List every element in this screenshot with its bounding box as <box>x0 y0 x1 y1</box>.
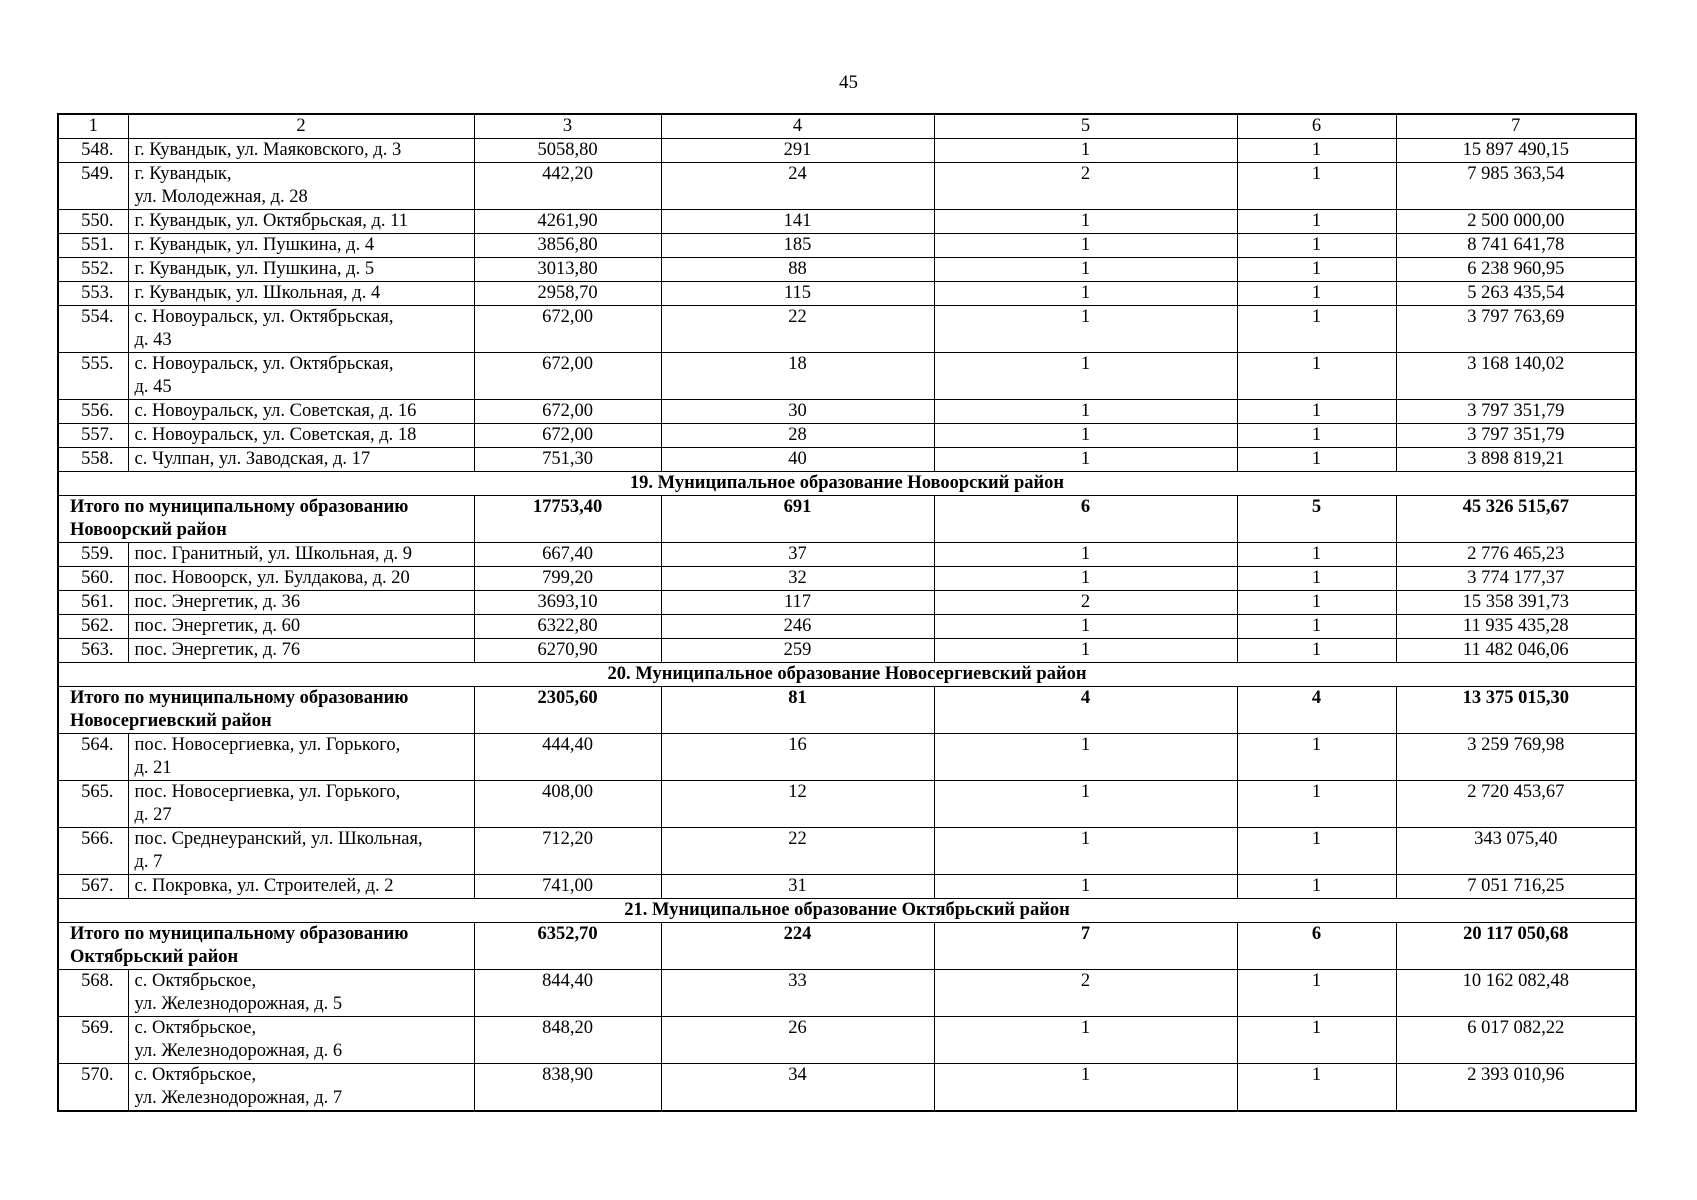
col4-cell: 40 <box>661 448 934 472</box>
col4-cell: 18 <box>661 353 934 400</box>
area-cell: 712,20 <box>474 828 661 875</box>
col4-cell: 117 <box>661 591 934 615</box>
address-line: д. 45 <box>134 377 172 397</box>
area-cell: 2958,70 <box>474 282 661 306</box>
col6-cell: 1 <box>1237 424 1396 448</box>
total-col5: 4 <box>934 687 1237 734</box>
page-number: 45 <box>839 72 858 93</box>
address-line: пос. Гранитный, ул. Школьная, д. 9 <box>134 544 413 564</box>
total-col6: 5 <box>1237 496 1396 543</box>
table-row <box>58 139 1636 163</box>
section-title: 21. Муниципальное образование Октябрьский район <box>58 899 1636 923</box>
row-number: 548. <box>58 139 128 163</box>
amount-cell: 11 935 435,28 <box>1396 615 1636 639</box>
address-line: д. 7 <box>134 852 163 872</box>
address-cell <box>128 781 474 828</box>
amount-cell: 3 797 763,69 <box>1396 306 1636 353</box>
col5-cell: 1 <box>934 306 1237 353</box>
address-cell <box>128 210 474 234</box>
section-header-row <box>58 899 1636 923</box>
area-cell: 741,00 <box>474 875 661 899</box>
row-number: 556. <box>58 400 128 424</box>
column-number: 4 <box>661 114 934 139</box>
area-cell: 5058,80 <box>474 139 661 163</box>
col6-cell: 1 <box>1237 781 1396 828</box>
total-label-line: Итого по муниципальному образованию <box>70 924 409 944</box>
area-cell: 444,40 <box>474 734 661 781</box>
table-row <box>58 543 1636 567</box>
column-number: 1 <box>58 114 128 139</box>
address-cell <box>128 448 474 472</box>
address-line: пос. Среднеуранский, ул. Школьная, <box>134 829 423 849</box>
total-row <box>58 923 1636 970</box>
total-col4: 224 <box>661 923 934 970</box>
col6-cell: 1 <box>1237 353 1396 400</box>
column-number: 7 <box>1396 114 1636 139</box>
total-col4: 81 <box>661 687 934 734</box>
col5-cell: 1 <box>934 282 1237 306</box>
col6-cell: 1 <box>1237 282 1396 306</box>
col5-cell: 1 <box>934 734 1237 781</box>
total-area: 6352,70 <box>474 923 661 970</box>
col6-cell: 1 <box>1237 828 1396 875</box>
column-number-row <box>58 114 1636 139</box>
amount-cell: 3 168 140,02 <box>1396 353 1636 400</box>
col5-cell: 1 <box>934 139 1237 163</box>
amount-cell: 3 259 769,98 <box>1396 734 1636 781</box>
address-cell <box>128 424 474 448</box>
area-cell: 408,00 <box>474 781 661 828</box>
amount-cell: 2 500 000,00 <box>1396 210 1636 234</box>
area-cell: 4261,90 <box>474 210 661 234</box>
col5-cell: 1 <box>934 400 1237 424</box>
col4-cell: 22 <box>661 828 934 875</box>
col6-cell: 1 <box>1237 567 1396 591</box>
col5-cell: 2 <box>934 163 1237 210</box>
total-col6: 4 <box>1237 687 1396 734</box>
amount-cell: 6 238 960,95 <box>1396 258 1636 282</box>
col4-cell: 31 <box>661 875 934 899</box>
address-line: пос. Новосергиевка, ул. Горького, <box>134 782 401 802</box>
area-cell: 3693,10 <box>474 591 661 615</box>
col5-cell: 1 <box>934 210 1237 234</box>
total-label-line: Итого по муниципальному образованию <box>70 688 409 708</box>
area-cell: 838,90 <box>474 1064 661 1112</box>
address-cell <box>128 163 474 210</box>
area-cell: 3013,80 <box>474 258 661 282</box>
table-row <box>58 875 1636 899</box>
address-cell <box>128 543 474 567</box>
address-line: ул. Железнодорожная, д. 6 <box>134 1041 343 1061</box>
address-cell <box>128 567 474 591</box>
row-number: 559. <box>58 543 128 567</box>
row-number: 567. <box>58 875 128 899</box>
amount-cell: 10 162 082,48 <box>1396 970 1636 1017</box>
address-line: д. 27 <box>134 805 172 825</box>
address-line: с. Октябрьское, <box>134 1018 257 1038</box>
col5-cell: 1 <box>934 353 1237 400</box>
amount-cell: 5 263 435,54 <box>1396 282 1636 306</box>
address-line: пос. Энергетик, д. 60 <box>134 616 301 636</box>
amount-cell: 15 897 490,15 <box>1396 139 1636 163</box>
section-title: 19. Муниципальное образование Новоорский район <box>58 472 1636 496</box>
row-number: 549. <box>58 163 128 210</box>
total-col5: 7 <box>934 923 1237 970</box>
total-col4: 691 <box>661 496 934 543</box>
area-cell: 672,00 <box>474 306 661 353</box>
address-cell <box>128 734 474 781</box>
address-cell <box>128 139 474 163</box>
row-number: 565. <box>58 781 128 828</box>
area-cell: 442,20 <box>474 163 661 210</box>
amount-cell: 15 358 391,73 <box>1396 591 1636 615</box>
col6-cell: 1 <box>1237 875 1396 899</box>
total-row <box>58 496 1636 543</box>
row-number: 558. <box>58 448 128 472</box>
amount-cell: 11 482 046,06 <box>1396 639 1636 663</box>
table-row <box>58 424 1636 448</box>
col5-cell: 1 <box>934 781 1237 828</box>
col6-cell: 1 <box>1237 591 1396 615</box>
address-line: с. Новоуральск, ул. Советская, д. 16 <box>134 401 417 421</box>
table-row <box>58 448 1636 472</box>
col6-cell: 1 <box>1237 615 1396 639</box>
col6-cell: 1 <box>1237 970 1396 1017</box>
address-line: г. Кувандык, <box>134 164 232 184</box>
amount-cell: 343 075,40 <box>1396 828 1636 875</box>
column-number: 2 <box>128 114 474 139</box>
row-number: 568. <box>58 970 128 1017</box>
col4-cell: 30 <box>661 400 934 424</box>
address-line: с. Октябрьское, <box>134 1065 257 1085</box>
column-number: 5 <box>934 114 1237 139</box>
col4-cell: 246 <box>661 615 934 639</box>
total-area: 2305,60 <box>474 687 661 734</box>
table-row <box>58 306 1636 353</box>
col4-cell: 26 <box>661 1017 934 1064</box>
col5-cell: 1 <box>934 543 1237 567</box>
row-number: 561. <box>58 591 128 615</box>
col4-cell: 28 <box>661 424 934 448</box>
table-row <box>58 163 1636 210</box>
row-number: 563. <box>58 639 128 663</box>
row-number: 562. <box>58 615 128 639</box>
col6-cell: 1 <box>1237 234 1396 258</box>
col6-cell: 1 <box>1237 400 1396 424</box>
address-cell <box>128 828 474 875</box>
col6-cell: 1 <box>1237 543 1396 567</box>
row-number: 564. <box>58 734 128 781</box>
address-line: с. Чулпан, ул. Заводская, д. 17 <box>134 449 371 469</box>
col5-cell: 1 <box>934 234 1237 258</box>
total-area: 17753,40 <box>474 496 661 543</box>
col6-cell: 1 <box>1237 139 1396 163</box>
area-cell: 751,30 <box>474 448 661 472</box>
address-line: г. Кувандык, ул. Пушкина, д. 5 <box>134 259 375 279</box>
amount-cell: 7 051 716,25 <box>1396 875 1636 899</box>
table-row <box>58 734 1636 781</box>
table-row <box>58 282 1636 306</box>
col4-cell: 141 <box>661 210 934 234</box>
table-row <box>58 1017 1636 1064</box>
table-row <box>58 567 1636 591</box>
area-cell: 672,00 <box>474 424 661 448</box>
table-row <box>58 234 1636 258</box>
address-line: с. Новоуральск, ул. Октябрьская, <box>134 354 394 374</box>
col4-cell: 22 <box>661 306 934 353</box>
col5-cell: 1 <box>934 567 1237 591</box>
amount-cell: 3 898 819,21 <box>1396 448 1636 472</box>
address-cell <box>128 1017 474 1064</box>
amount-cell: 7 985 363,54 <box>1396 163 1636 210</box>
col6-cell: 1 <box>1237 258 1396 282</box>
total-row <box>58 687 1636 734</box>
row-number: 551. <box>58 234 128 258</box>
address-cell <box>128 639 474 663</box>
col6-cell: 1 <box>1237 734 1396 781</box>
col5-cell: 1 <box>934 875 1237 899</box>
col5-cell: 1 <box>934 258 1237 282</box>
total-amount: 45 326 515,67 <box>1396 496 1636 543</box>
table-body <box>58 114 1636 1111</box>
total-amount: 20 117 050,68 <box>1396 923 1636 970</box>
total-col6: 6 <box>1237 923 1396 970</box>
table-row <box>58 258 1636 282</box>
address-cell <box>128 234 474 258</box>
col4-cell: 33 <box>661 970 934 1017</box>
address-line: д. 21 <box>134 758 172 778</box>
address-line: г. Кувандык, ул. Маяковского, д. 3 <box>134 140 402 160</box>
address-line: с. Новоуральск, ул. Октябрьская, <box>134 307 394 327</box>
col4-cell: 32 <box>661 567 934 591</box>
col6-cell: 1 <box>1237 1017 1396 1064</box>
table-row <box>58 639 1636 663</box>
row-number: 555. <box>58 353 128 400</box>
area-cell: 667,40 <box>474 543 661 567</box>
col5-cell: 1 <box>934 448 1237 472</box>
address-cell <box>128 282 474 306</box>
address-line: пос. Энергетик, д. 36 <box>134 592 301 612</box>
total-amount: 13 375 015,30 <box>1396 687 1636 734</box>
address-line: пос. Энергетик, д. 76 <box>134 640 301 660</box>
area-cell: 6270,90 <box>474 639 661 663</box>
total-label-line: Новосергиевский район <box>70 711 272 731</box>
row-number: 566. <box>58 828 128 875</box>
table-row <box>58 353 1636 400</box>
total-label-line: Новоорский район <box>70 520 227 540</box>
area-cell: 848,20 <box>474 1017 661 1064</box>
address-line: с. Новоуральск, ул. Советская, д. 18 <box>134 425 417 445</box>
table-row <box>58 1064 1636 1112</box>
area-cell: 3856,80 <box>474 234 661 258</box>
address-line: ул. Молодежная, д. 28 <box>134 187 308 207</box>
col4-cell: 185 <box>661 234 934 258</box>
col5-cell: 1 <box>934 615 1237 639</box>
row-number: 550. <box>58 210 128 234</box>
col4-cell: 24 <box>661 163 934 210</box>
housing-registry-table <box>57 113 1637 1112</box>
amount-cell: 2 393 010,96 <box>1396 1064 1636 1112</box>
address-cell <box>128 615 474 639</box>
col5-cell: 1 <box>934 424 1237 448</box>
col5-cell: 2 <box>934 591 1237 615</box>
amount-cell: 3 774 177,37 <box>1396 567 1636 591</box>
col5-cell: 1 <box>934 639 1237 663</box>
row-number: 570. <box>58 1064 128 1112</box>
address-line: с. Покровка, ул. Строителей, д. 2 <box>134 876 394 896</box>
row-number: 553. <box>58 282 128 306</box>
total-label <box>58 687 474 734</box>
total-label <box>58 923 474 970</box>
col6-cell: 1 <box>1237 210 1396 234</box>
table-row <box>58 591 1636 615</box>
col4-cell: 115 <box>661 282 934 306</box>
row-number: 560. <box>58 567 128 591</box>
total-label <box>58 496 474 543</box>
address-line: пос. Новоорск, ул. Булдакова, д. 20 <box>134 568 410 588</box>
col4-cell: 34 <box>661 1064 934 1112</box>
row-number: 569. <box>58 1017 128 1064</box>
amount-cell: 3 797 351,79 <box>1396 424 1636 448</box>
col6-cell: 1 <box>1237 639 1396 663</box>
address-cell <box>128 400 474 424</box>
col4-cell: 37 <box>661 543 934 567</box>
area-cell: 799,20 <box>474 567 661 591</box>
col5-cell: 1 <box>934 1017 1237 1064</box>
column-number: 3 <box>474 114 661 139</box>
col5-cell: 1 <box>934 1064 1237 1112</box>
col4-cell: 259 <box>661 639 934 663</box>
amount-cell: 2 776 465,23 <box>1396 543 1636 567</box>
address-line: ул. Железнодорожная, д. 7 <box>134 1088 343 1108</box>
col5-cell: 1 <box>934 828 1237 875</box>
total-label-line: Итого по муниципальному образованию <box>70 497 409 517</box>
row-number: 554. <box>58 306 128 353</box>
table-row <box>58 781 1636 828</box>
address-cell <box>128 875 474 899</box>
row-number: 557. <box>58 424 128 448</box>
address-line: д. 43 <box>134 330 172 350</box>
table-row <box>58 970 1636 1017</box>
table-row <box>58 615 1636 639</box>
col6-cell: 1 <box>1237 163 1396 210</box>
section-header-row <box>58 472 1636 496</box>
table-row <box>58 828 1636 875</box>
col4-cell: 88 <box>661 258 934 282</box>
table-row <box>58 400 1636 424</box>
address-cell <box>128 258 474 282</box>
col5-cell: 2 <box>934 970 1237 1017</box>
total-col5: 6 <box>934 496 1237 543</box>
total-label-line: Октябрьский район <box>70 947 239 967</box>
address-line: с. Октябрьское, <box>134 971 257 991</box>
area-cell: 672,00 <box>474 400 661 424</box>
address-line: г. Кувандык, ул. Октябрьская, д. 11 <box>134 211 408 231</box>
address-line: г. Кувандык, ул. Школьная, д. 4 <box>134 283 381 303</box>
address-cell <box>128 353 474 400</box>
amount-cell: 8 741 641,78 <box>1396 234 1636 258</box>
address-line: ул. Железнодорожная, д. 5 <box>134 994 343 1014</box>
area-cell: 6322,80 <box>474 615 661 639</box>
amount-cell: 6 017 082,22 <box>1396 1017 1636 1064</box>
area-cell: 672,00 <box>474 353 661 400</box>
col4-cell: 16 <box>661 734 934 781</box>
address-cell <box>128 306 474 353</box>
col6-cell: 1 <box>1237 306 1396 353</box>
amount-cell: 2 720 453,67 <box>1396 781 1636 828</box>
address-line: г. Кувандык, ул. Пушкина, д. 4 <box>134 235 375 255</box>
amount-cell: 3 797 351,79 <box>1396 400 1636 424</box>
col6-cell: 1 <box>1237 448 1396 472</box>
area-cell: 844,40 <box>474 970 661 1017</box>
col6-cell: 1 <box>1237 1064 1396 1112</box>
address-cell <box>128 970 474 1017</box>
column-number: 6 <box>1237 114 1396 139</box>
address-cell <box>128 591 474 615</box>
address-line: пос. Новосергиевка, ул. Горького, <box>134 735 401 755</box>
col4-cell: 12 <box>661 781 934 828</box>
address-cell <box>128 1064 474 1112</box>
table-row <box>58 210 1636 234</box>
section-title: 20. Муниципальное образование Новосергиевский район <box>58 663 1636 687</box>
row-number: 552. <box>58 258 128 282</box>
section-header-row <box>58 663 1636 687</box>
col4-cell: 291 <box>661 139 934 163</box>
